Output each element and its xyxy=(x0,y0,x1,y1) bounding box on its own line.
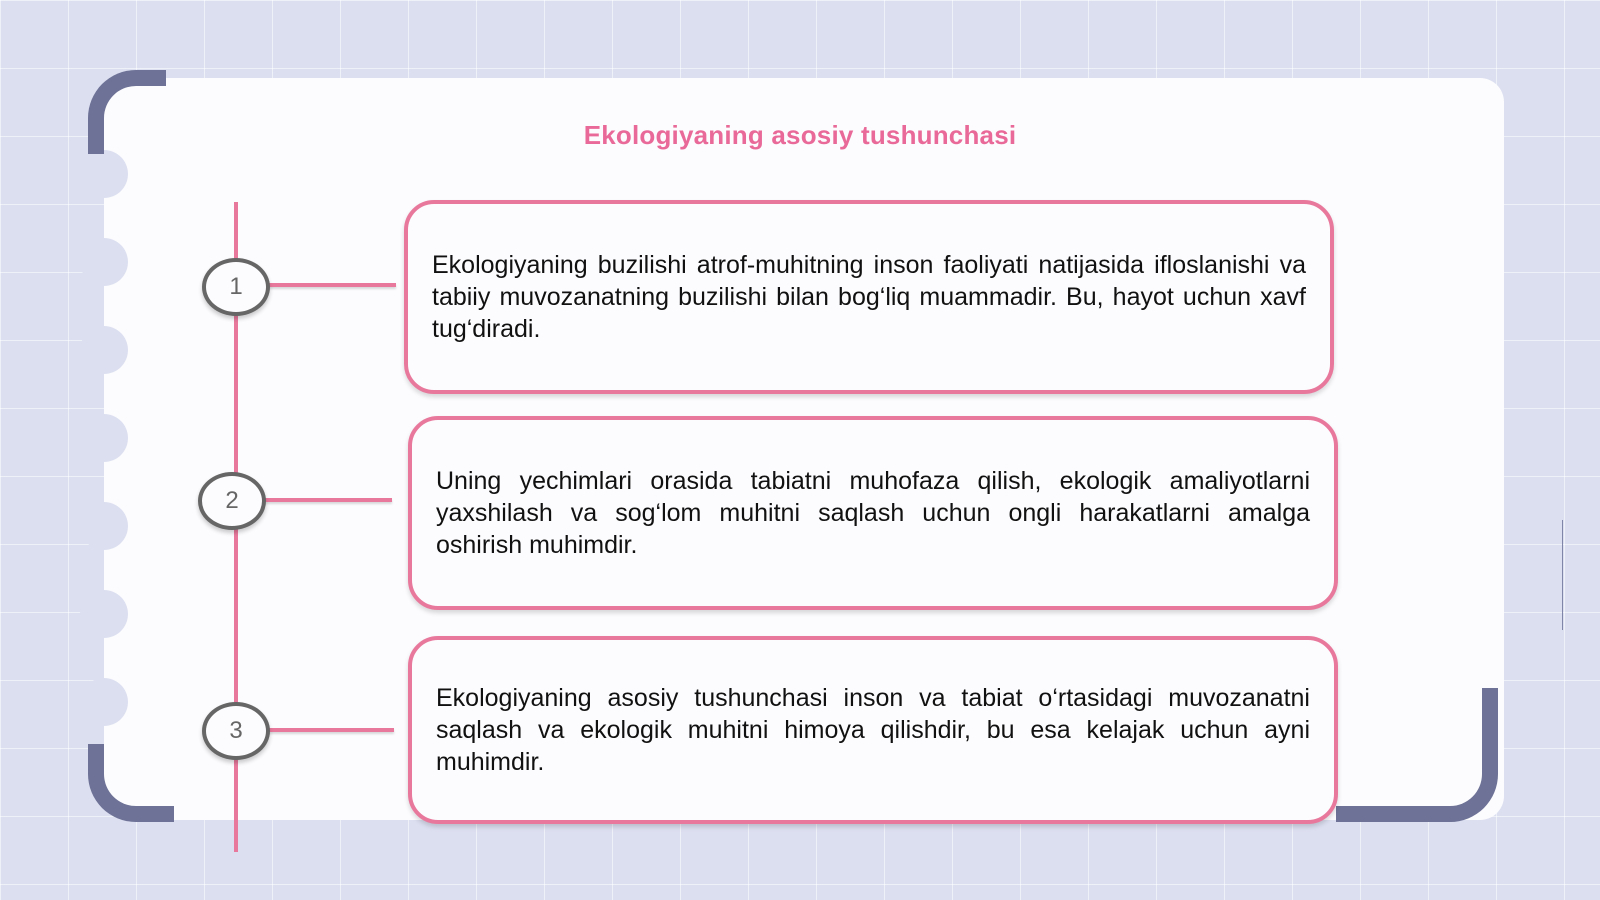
notebook-hole xyxy=(80,326,128,374)
step-text-2: Uning yechimlari orasida tabiatni muhofaza qilish, ekologik amaliyotlarni yaxshilash va sog‘lom muhitni saqlash uchun ongli harakatlarni amalga oshirish muhimdir. xyxy=(436,467,1310,559)
step-number-2: 2 xyxy=(198,472,266,530)
step-number-3: 3 xyxy=(202,702,270,760)
corner-bracket-bottom-left xyxy=(88,744,174,822)
timeline-connector xyxy=(268,728,394,732)
notebook-hole xyxy=(80,502,128,550)
notebook-hole xyxy=(80,150,128,198)
step-number-1: 1 xyxy=(202,258,270,316)
timeline-connector xyxy=(268,283,396,287)
notebook-hole xyxy=(80,590,128,638)
step-box-2 xyxy=(408,416,1338,610)
notebook-hole xyxy=(80,238,128,286)
timeline-connector xyxy=(264,498,392,502)
decorative-line xyxy=(1562,520,1563,630)
notebook-hole xyxy=(80,678,128,726)
notebook-hole xyxy=(80,414,128,462)
step-box-1 xyxy=(404,200,1334,394)
slide-title: Ekologiyaning asosiy tushunchasi xyxy=(583,120,1017,150)
step-text-1: Ekologiyaning buzilishi atrof-muhitning inson faoliyati natijasida ifloslanishi va tabiiy muvozanatning buzilishi bilan bog‘liq muammadir. Bu, hayot uchun xavf tug‘diradi. xyxy=(432,251,1306,343)
corner-bracket-bottom-right xyxy=(1336,688,1498,822)
step-box-3 xyxy=(408,636,1338,824)
step-text-3: Ekologiyaning asosiy tushunchasi inson va tabiat o‘rtasidagi muvozanatni saqlash va ekologik muhitni himoya qilishdir, bu esa kelajak uchun ayni muhimdir. xyxy=(436,684,1310,776)
